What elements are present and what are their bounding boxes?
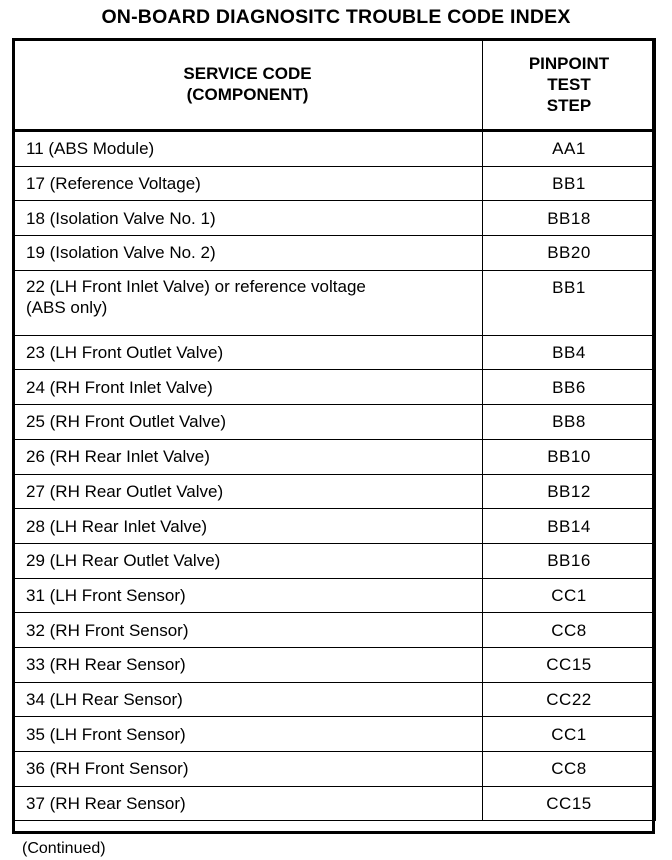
service-code-cell: 18 (Isolation Valve No. 1) — [13, 201, 483, 236]
test-step-cell: BB8 — [483, 405, 656, 440]
test-step-cell: CC22 — [483, 682, 656, 717]
test-step-cell: BB10 — [483, 439, 656, 474]
service-code-cell: 29 (LH Rear Outlet Valve) — [13, 543, 483, 578]
test-step-cell: BB16 — [483, 543, 656, 578]
service-code-cell: 11 (ABS Module) — [13, 131, 483, 167]
service-code-cell: 27 (RH Rear Outlet Valve) — [13, 474, 483, 509]
service-code-cell: 34 (LH Rear Sensor) — [13, 682, 483, 717]
service-code-cell: 37 (RH Rear Sensor) — [13, 786, 483, 821]
service-code-cell: 23 (LH Front Outlet Valve) — [13, 335, 483, 370]
test-step-cell: CC15 — [483, 647, 656, 682]
test-step-cell: BB20 — [483, 236, 656, 271]
test-step-cell: BB1 — [483, 270, 656, 335]
test-step-cell: BB14 — [483, 509, 656, 544]
test-step-cell: CC15 — [483, 786, 656, 821]
table-outer-border — [12, 38, 655, 834]
test-step-cell: BB6 — [483, 370, 656, 405]
test-step-header-line1: PINPOINT — [528, 53, 610, 73]
service-code-cell: 33 (RH Rear Sensor) — [13, 647, 483, 682]
service-code-header-line1: SERVICE CODE — [183, 64, 312, 83]
test-step-cell: BB12 — [483, 474, 656, 509]
test-step-cell: CC8 — [483, 752, 656, 787]
test-step-cell: BB18 — [483, 201, 656, 236]
test-step-cell: BB1 — [483, 166, 656, 201]
service-code-line2: (ABS only) — [26, 297, 108, 317]
service-code-header-line2: (COMPONENT) — [186, 85, 309, 104]
test-step-cell: CC8 — [483, 613, 656, 648]
service-code-cell: 36 (RH Front Sensor) — [13, 752, 483, 787]
service-code-cell: 25 (RH Front Outlet Valve) — [13, 405, 483, 440]
document-title: ON-BOARD DIAGNOSITC TROUBLE CODE INDEX — [101, 6, 571, 28]
service-code-cell: 24 (RH Front Inlet Valve) — [13, 370, 483, 405]
service-code-line1: 22 (LH Front Inlet Valve) or reference voltage — [26, 276, 366, 296]
test-step-cell: CC1 — [483, 578, 656, 613]
service-code-cell: 31 (LH Front Sensor) — [13, 578, 483, 613]
service-code-cell: 26 (RH Rear Inlet Valve) — [13, 439, 483, 474]
test-step-header-line3: STEP — [546, 95, 592, 115]
test-step-cell: AA1 — [483, 131, 656, 167]
service-code-cell: 35 (LH Front Sensor) — [13, 717, 483, 752]
continued-note: (Continued) — [22, 840, 106, 857]
test-step-header-line2: TEST — [547, 74, 591, 94]
test-step-cell: BB4 — [483, 335, 656, 370]
service-code-cell: 19 (Isolation Valve No. 2) — [13, 236, 483, 271]
test-step-cell: CC1 — [483, 717, 656, 752]
service-code-cell: 28 (LH Rear Inlet Valve) — [13, 509, 483, 544]
service-code-cell: 17 (Reference Voltage) — [13, 166, 483, 201]
service-code-cell: 32 (RH Front Sensor) — [13, 613, 483, 648]
